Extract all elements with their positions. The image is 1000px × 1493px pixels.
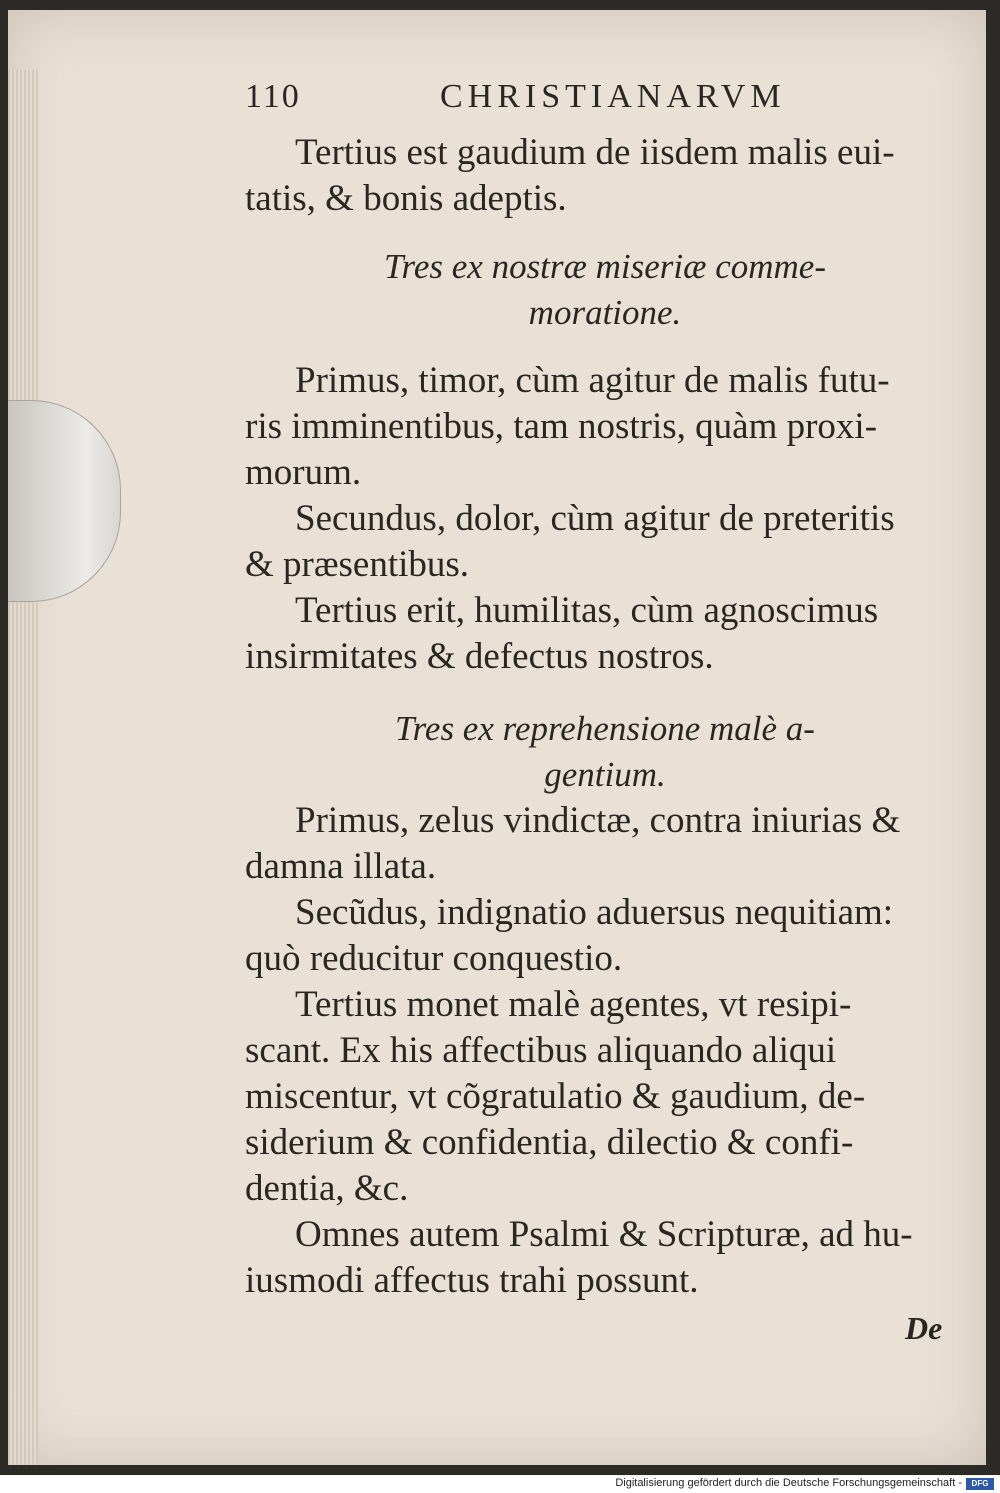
main-text <box>245 130 965 1304</box>
page-number: 110 <box>245 78 301 115</box>
running-title: CHRISTIANARVM <box>440 78 786 115</box>
paragraph-tertius-gaudium: Tertius est gaudium de iisdem malis eui- tatis, & bonis adeptis. <box>245 132 895 219</box>
section-heading-miseria: Tres ex nostræ miseriæ comme- moratione. <box>383 247 826 332</box>
paragraph-primus-zelus: Primus, zelus vindictæ, contra iniurias & damna illata. <box>245 800 901 887</box>
dfg-logo-icon: DFG <box>966 1478 994 1490</box>
paragraph-secundus-dolor: Secundus, dolor, cùm agitur de preteritis & præsentibus. <box>245 498 895 585</box>
digitization-footer <box>0 1476 1000 1493</box>
paragraph-secundus-indignatio: Secũdus, indignatio aduersus nequitiam: quò reducitur conquestio. <box>245 892 894 979</box>
catchword: De <box>905 1310 943 1346</box>
page-edge <box>8 70 38 1465</box>
paragraph-tertius-monet: Tertius monet malè agentes, vt resipi- scant. Ex his affectibus aliquando aliqui miscentur, vt cõgratulatio & gaudium, de- siderium & confidentia, dilectio & confi- dentia, &c. <box>245 984 866 1209</box>
page-clip <box>8 400 121 602</box>
paragraph-tertius-humilitas: Tertius erit, humilitas, cùm agnoscimus insirmitates & defectus nostros. <box>245 590 879 677</box>
paragraph-primus-timor: Primus, timor, cùm agitur de malis futu- ris imminentibus, tam nostris, quàm proxi- morum. <box>245 360 890 493</box>
footer-credit: Digitalisierung gefördert durch die Deutsche Forschungsgemeinschaft - <box>615 1477 962 1489</box>
section-heading-reprehensione: Tres ex reprehensione malè a- gentium. <box>395 709 815 794</box>
paragraph-omnes-psalmi: Omnes autem Psalmi & Scripturæ, ad hu- iusmodi affectus trahi possunt. <box>245 1214 913 1301</box>
